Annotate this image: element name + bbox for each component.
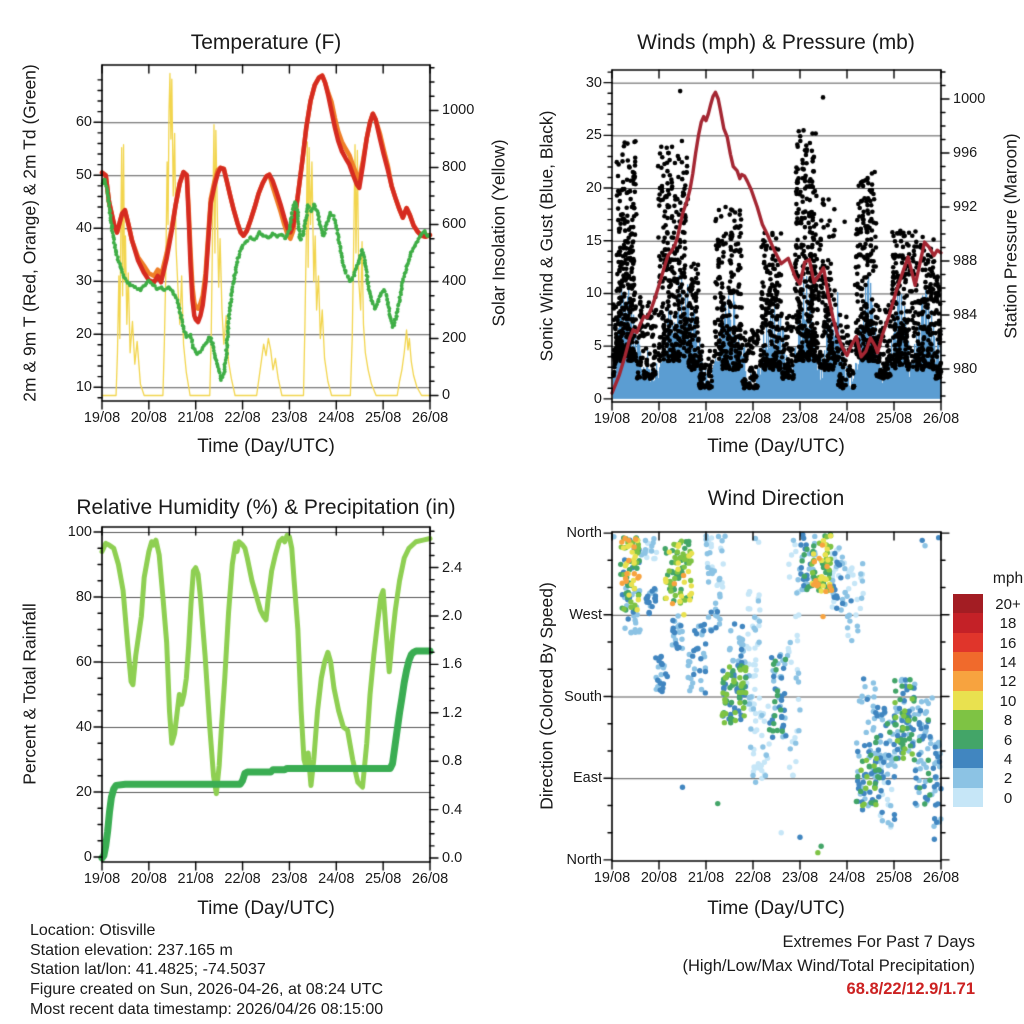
humidity-left-axis-label: Percent & Total Rainfall	[19, 603, 40, 785]
y-tick-label: 984	[953, 306, 978, 323]
legend-label: 16	[999, 634, 1017, 652]
legend-label: 10	[999, 692, 1017, 710]
y-tick-label: 20	[75, 326, 92, 343]
x-tick-label: 20/08	[640, 411, 678, 427]
direction-left-axis-label: Direction (Colored By Speed)	[536, 582, 557, 810]
legend-color-swatch	[953, 788, 983, 807]
legend-label: 8	[1003, 712, 1013, 730]
x-tick-label: 23/08	[781, 870, 819, 886]
y-tick-label: 80	[75, 589, 92, 605]
y-tick-label: 2.4	[442, 559, 463, 576]
temperature-left-axis-label: 2m & 9m T (Red, Orange) & 2m Td (Green)	[19, 64, 40, 402]
y-tick-label: West	[569, 606, 602, 623]
y-tick-label: 996	[953, 145, 978, 161]
y-tick-label: 0	[593, 390, 602, 407]
y-tick-label: 60	[75, 654, 92, 670]
y-tick-label: 0	[83, 848, 92, 865]
legend-color-swatch	[953, 768, 983, 787]
y-tick-label: 800	[442, 159, 467, 176]
y-tick-label: 600	[442, 216, 467, 233]
humidity-xaxis-label: Time (Day/UTC)	[197, 898, 335, 919]
x-tick-label: 21/08	[687, 411, 725, 427]
x-tick-label: 19/08	[593, 870, 631, 886]
x-tick-label: 21/08	[687, 870, 725, 886]
y-tick-label: South	[564, 688, 602, 705]
x-tick-label: 26/08	[411, 871, 449, 887]
y-tick-label: 400	[442, 273, 467, 290]
direction-xaxis-label: Time (Day/UTC)	[707, 898, 845, 919]
y-tick-label: 1000	[442, 102, 475, 119]
x-tick-label: 21/08	[177, 871, 214, 887]
most-recent-data-timestamp: Most recent data timestamp: 2026/04/26 08:15:00	[30, 1000, 384, 1018]
legend-label: 18	[999, 615, 1017, 633]
legend-color-swatch	[953, 633, 983, 652]
y-tick-label: 2.0	[442, 607, 463, 624]
y-tick-label: 15	[585, 232, 602, 249]
legend-label: 6	[1003, 731, 1013, 749]
x-tick-label: 20/08	[640, 870, 678, 886]
y-tick-label: 40	[75, 220, 92, 237]
temperature-chart-title: Temperature (F)	[190, 31, 342, 54]
legend-color-swatch	[953, 730, 983, 749]
x-tick-label: 25/08	[875, 870, 913, 886]
legend-color-swatch	[953, 691, 983, 710]
x-tick-label: 25/08	[364, 871, 402, 887]
y-tick-label: 20	[585, 180, 602, 197]
winds-pressure-chart-title: Winds (mph) & Pressure (mb)	[637, 31, 915, 54]
legend-color-swatch	[953, 671, 983, 690]
y-tick-label: 0.8	[442, 753, 463, 770]
legend-label: 2	[1003, 770, 1013, 788]
y-tick-label: 10	[75, 379, 92, 396]
x-tick-label: 19/08	[83, 410, 121, 426]
x-tick-label: 26/08	[922, 411, 960, 427]
y-tick-label: 30	[75, 273, 92, 290]
y-tick-label: 1.2	[442, 704, 463, 721]
x-tick-label: 21/08	[177, 410, 214, 426]
x-tick-label: 26/08	[411, 410, 449, 426]
y-tick-label: 25	[585, 127, 602, 144]
wind-left-axis-label: Sonic Wind & Gust (Blue, Black)	[536, 110, 557, 362]
extremes-value: 68.8/22/12.9/1.71	[846, 980, 975, 998]
figure-created-timestamp: Figure created on Sun, 2026-04-26, at 08:24 UTC	[30, 981, 384, 999]
y-tick-label: 50	[75, 167, 92, 184]
y-tick-label: 60	[75, 114, 92, 131]
y-tick-label: 5	[593, 338, 602, 355]
y-tick-label: 30	[585, 74, 602, 91]
x-tick-label: 19/08	[593, 411, 631, 427]
y-tick-label: 1000	[953, 91, 986, 108]
legend-title: mph	[992, 570, 1024, 587]
y-tick-label: North	[566, 525, 602, 542]
y-tick-label: 100	[67, 524, 92, 540]
y-tick-label: 1.6	[442, 656, 463, 673]
winds-xaxis-label: Time (Day/UTC)	[707, 436, 845, 457]
x-tick-label: 22/08	[224, 410, 261, 426]
y-tick-label: 20	[75, 783, 92, 800]
wind-direction-chart-title: Wind Direction	[707, 487, 845, 510]
y-tick-label: 0.0	[442, 850, 463, 866]
station-location: Location: Otisville	[30, 922, 156, 939]
legend-label: 14	[999, 654, 1017, 672]
extremes-heading: Extremes For Past 7 Days	[782, 933, 975, 951]
pressure-right-axis-label: Station Pressure (Maroon)	[1000, 133, 1021, 339]
temperature-xaxis-label: Time (Day/UTC)	[197, 436, 335, 457]
x-tick-label: 19/08	[83, 871, 121, 887]
station-elevation: Station elevation: 237.165 m	[30, 941, 233, 959]
humidity-precip-chart-title: Relative Humidity (%) & Precipitation (in)	[76, 496, 456, 519]
y-tick-label: 0	[442, 387, 451, 404]
legend-label: 4	[1003, 750, 1013, 768]
x-tick-label: 24/08	[318, 410, 355, 426]
x-tick-label: 24/08	[318, 871, 355, 887]
y-tick-label: East	[572, 770, 602, 787]
x-tick-label: 23/08	[271, 871, 308, 887]
legend-color-swatch	[953, 594, 983, 613]
x-tick-label: 20/08	[130, 410, 167, 426]
legend-label: 12	[999, 673, 1017, 691]
x-tick-label: 25/08	[364, 410, 402, 426]
x-tick-label: 23/08	[271, 410, 308, 426]
x-tick-label: 22/08	[734, 411, 772, 427]
y-tick-label: 0.4	[442, 801, 463, 818]
station-latlon: Station lat/lon: 41.4825; -74.5037	[30, 961, 266, 979]
station-info	[30, 921, 383, 1020]
legend-color-swatch	[953, 652, 983, 671]
solar-right-axis-label: Solar Insolation (Yellow)	[488, 139, 509, 327]
y-tick-label: 992	[953, 198, 978, 215]
y-tick-label: 988	[953, 252, 978, 269]
y-tick-label: 200	[442, 330, 467, 347]
legend-color-swatch	[953, 613, 983, 632]
x-tick-label: 24/08	[828, 411, 866, 427]
legend-label: 0	[1003, 789, 1013, 807]
y-tick-label: 40	[75, 718, 92, 735]
x-tick-label: 20/08	[130, 871, 167, 887]
y-tick-label: North	[566, 851, 602, 868]
x-tick-label: 22/08	[734, 870, 772, 886]
x-tick-label: 23/08	[781, 411, 819, 427]
y-tick-label: 10	[585, 285, 602, 302]
x-tick-label: 22/08	[224, 871, 261, 887]
x-tick-label: 26/08	[922, 870, 960, 886]
x-tick-label: 25/08	[875, 411, 913, 427]
legend-color-swatch	[953, 710, 983, 729]
extremes-block	[682, 931, 975, 1002]
x-tick-label: 24/08	[828, 870, 866, 886]
y-tick-label: 980	[953, 360, 978, 377]
legend-color-swatch	[953, 749, 983, 768]
extremes-subheading: (High/Low/Max Wind/Total Precipitation)	[682, 956, 975, 975]
legend-label: 20+	[995, 596, 1021, 613]
